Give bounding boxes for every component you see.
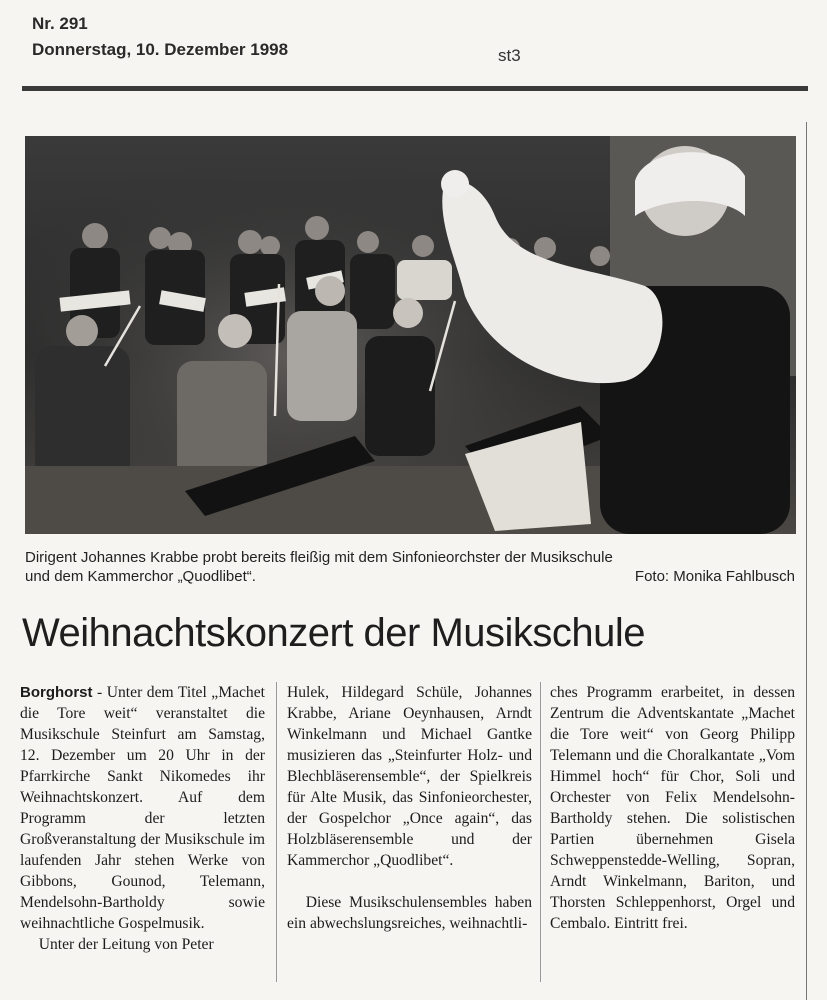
column-1-paragraph-1: - Unter dem Titel „Machet die Tore weit“ veranstaltet die Musikschule Steinfurt am Samstag, 12. Dezember um 20 Uhr in der Pfarrkirche Sankt Nikomedes ihr Weihnachtskonzert. Auf dem Programm der letzten Großveranstaltung der Musikschule im laufenden Jahr stehen Werke von Gibbons, Gounod, Telemann, Mendelsohn-Bartholdy sowie weihnachtliche Gospelmusik. <box>20 684 265 932</box>
photo-credit: Foto: Monika Fahlbusch <box>634 568 795 585</box>
header-rule <box>22 86 808 91</box>
article-column-1 <box>20 682 265 955</box>
caption-line-1: Dirigent Johannes Krabbe probt bereits fleißig mit dem Sinfonieorchster der Musikschule <box>25 549 613 566</box>
right-column-rule <box>806 122 807 1000</box>
issue-number: Nr. 291 <box>32 14 88 33</box>
column-3-paragraph-1: ches Programm erarbeitet, in dessen Zentrum die Adventskantate „Machet die Tore weit“ von Georg Philipp Telemann und die Choralkantate „Vom Himmel hoch“ für Chor, Soli und Orchester von Felix Mendelsohn-Bartholdy stehen. Die solistischen Partien übernehmen Gisela Schweppenstedde-Welling, Sopran, Arndt Winkelmann, Bariton, und Thorsten Schleppenhorst, Orgel und Cembalo. Eintritt frei. <box>550 684 795 932</box>
column-2-paragraph-1: Hulek, Hildegard Schüle, Johannes Krabbe, Ariane Oeynhausen, Arndt Winkelmann und Michael Gantke musizieren das „Steinfurter Holz- und Blechbläserensemble“, der Spielkreis für Alte Musik, das Sinfonieorchester, der Gospelchor „Once again“, das Holzbläserensemble und der Kammerchor „Quodlibet“. <box>287 684 532 869</box>
section-code: st3 <box>498 46 521 65</box>
publication-date: Donnerstag, 10. Dezember 1998 <box>32 40 289 59</box>
dateline: Borghorst <box>20 684 93 701</box>
orchestra-rehearsal-photo <box>25 136 796 534</box>
column-2-paragraph-2: Diese Musikschulensembles haben ein abwechslungsreiches, weihnachtli- <box>287 894 532 932</box>
column-divider <box>276 682 277 982</box>
column-divider <box>540 682 541 982</box>
column-1-paragraph-2: Unter der Leitung von Peter <box>38 936 214 953</box>
caption-line-2: und dem Kammerchor „Quodlibet“. <box>25 568 256 585</box>
photo-caption <box>25 548 795 586</box>
article-column-2 <box>287 682 532 934</box>
article-column-3 <box>550 682 795 934</box>
article-headline: Weihnachtskonzert der Musikschule <box>22 611 646 655</box>
masthead <box>32 14 288 60</box>
